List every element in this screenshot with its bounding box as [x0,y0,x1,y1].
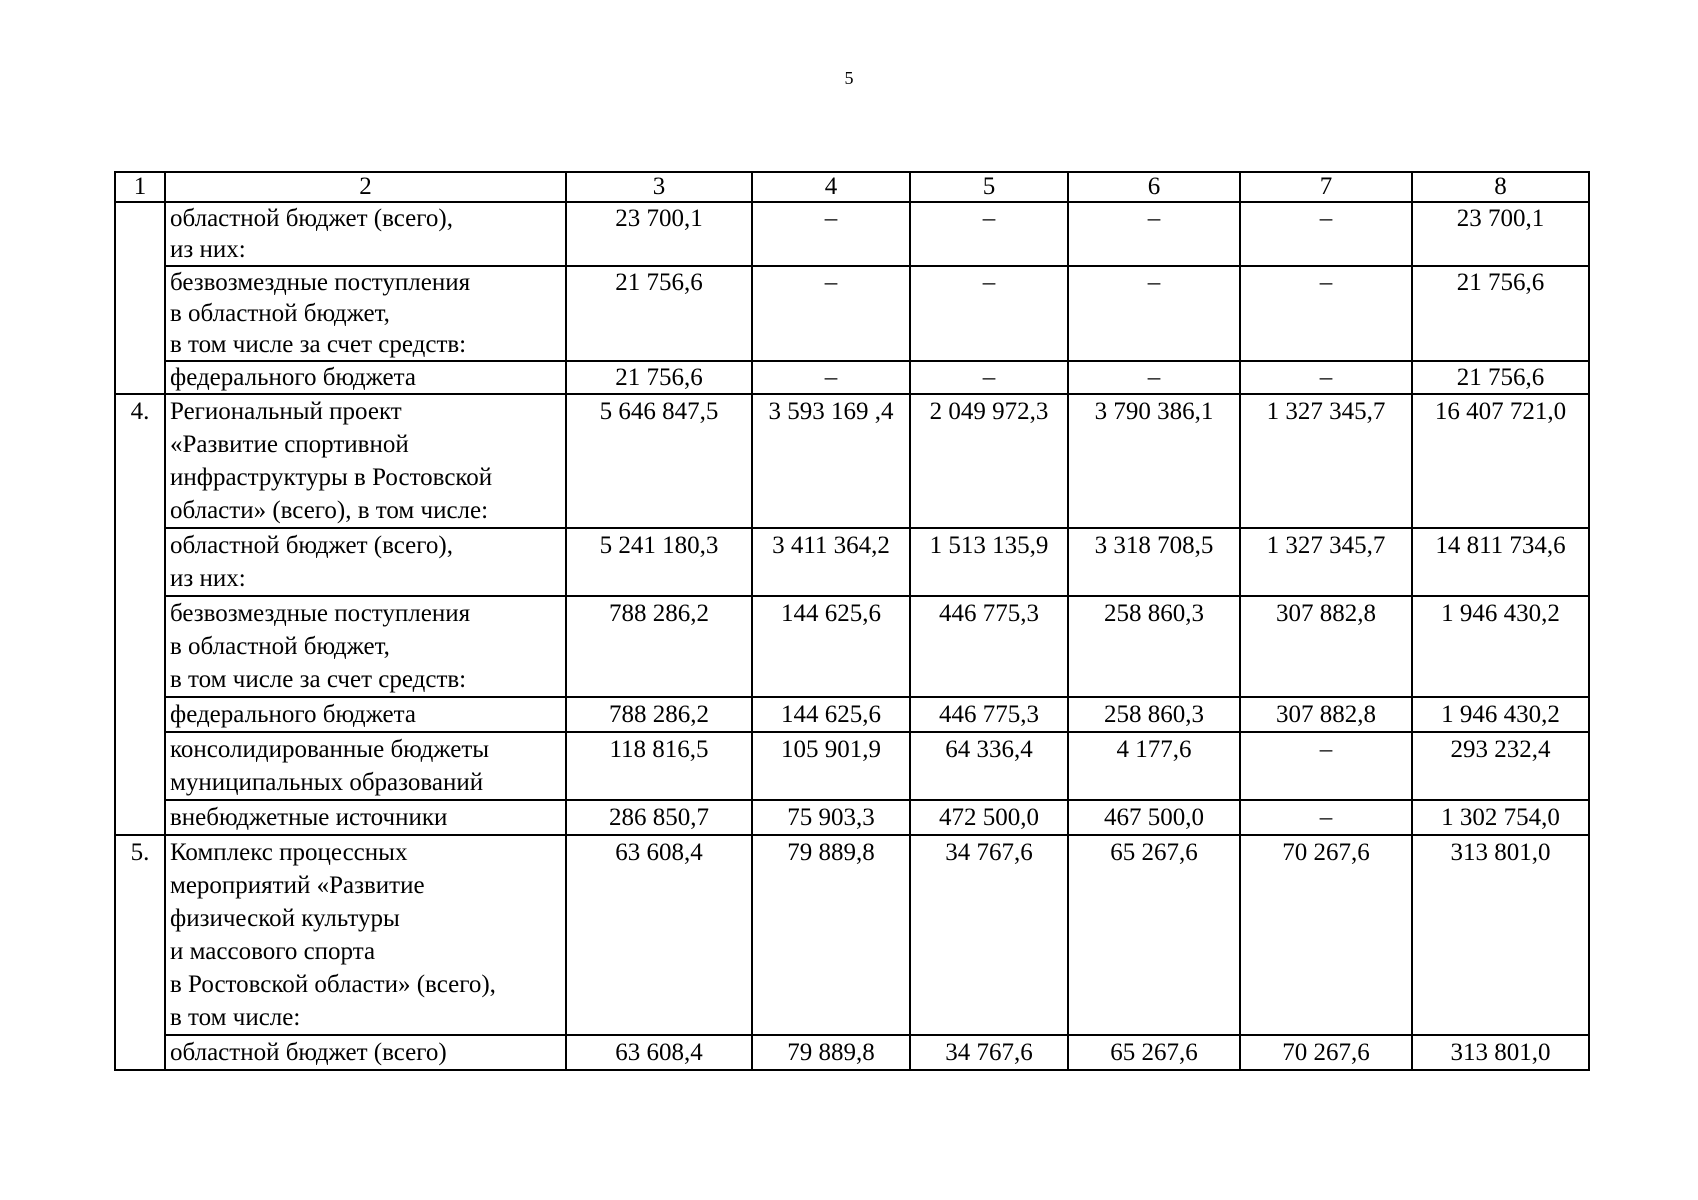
row-name-cell: федерального бюджета [165,697,566,732]
header-cell: 4 [752,172,910,202]
value-cell: 23 700,1 [1412,202,1589,266]
row-name-cell: Комплекс процессных мероприятий «Развитие физической культуры и массового спорта в Ростовской области» (всего), в том числе: [165,835,566,1035]
value-cell: – [752,202,910,266]
value-cell: 63 608,4 [566,835,752,1035]
value-cell: 21 756,6 [566,266,752,361]
header-cell: 8 [1412,172,1589,202]
value-cell: 16 407 721,0 [1412,394,1589,528]
value-cell: 79 889,8 [752,1035,910,1070]
table-row [115,528,1589,596]
header-cell: 7 [1240,172,1412,202]
row-name-cell: областной бюджет (всего) [165,1035,566,1070]
header-cell: 2 [165,172,566,202]
header-cell: 5 [910,172,1068,202]
value-cell: 75 903,3 [752,800,910,835]
budget-table [114,171,1590,1071]
value-cell: 65 267,6 [1068,835,1240,1035]
value-cell: 3 318 708,5 [1068,528,1240,596]
value-cell: 788 286,2 [566,697,752,732]
value-cell: – [1068,361,1240,394]
value-cell: 63 608,4 [566,1035,752,1070]
header-cell: 3 [566,172,752,202]
value-cell: – [1240,361,1412,394]
row-index-cell [115,202,165,394]
value-cell: 286 850,7 [566,800,752,835]
value-cell: 5 241 180,3 [566,528,752,596]
value-cell: 23 700,1 [566,202,752,266]
table-row [115,697,1589,732]
header-cell: 1 [115,172,165,202]
value-cell: 34 767,6 [910,1035,1068,1070]
value-cell: 1 302 754,0 [1412,800,1589,835]
value-cell: 144 625,6 [752,697,910,732]
value-cell: 1 327 345,7 [1240,394,1412,528]
value-cell: 1 946 430,2 [1412,697,1589,732]
value-cell: 472 500,0 [910,800,1068,835]
value-cell: 21 756,6 [566,361,752,394]
value-cell: 3 411 364,2 [752,528,910,596]
header-cell: 6 [1068,172,1240,202]
value-cell: 788 286,2 [566,596,752,697]
value-cell: – [1068,202,1240,266]
value-cell: – [910,266,1068,361]
value-cell: 1 513 135,9 [910,528,1068,596]
value-cell: 307 882,8 [1240,697,1412,732]
table-row [115,732,1589,800]
table-row [115,596,1589,697]
table-row [115,835,1589,1035]
table-row [115,1035,1589,1070]
value-cell: 64 336,4 [910,732,1068,800]
table-row [115,800,1589,835]
header-row [115,172,1589,202]
value-cell: – [1068,266,1240,361]
value-cell: 5 646 847,5 [566,394,752,528]
value-cell: 34 767,6 [910,835,1068,1035]
value-cell: 313 801,0 [1412,835,1589,1035]
value-cell: – [1240,800,1412,835]
value-cell: 1 327 345,7 [1240,528,1412,596]
row-name-cell: безвозмездные поступления в областной бюджет, в том числе за счет средств: [165,266,566,361]
value-cell: 21 756,6 [1412,266,1589,361]
value-cell: 79 889,8 [752,835,910,1035]
row-index-cell: 5. [115,835,165,1070]
value-cell: 65 267,6 [1068,1035,1240,1070]
value-cell: 70 267,6 [1240,835,1412,1035]
value-cell: 2 049 972,3 [910,394,1068,528]
value-cell: 4 177,6 [1068,732,1240,800]
value-cell: – [1240,266,1412,361]
table-row [115,394,1589,528]
row-name-cell: областной бюджет (всего), из них: [165,202,566,266]
value-cell: 313 801,0 [1412,1035,1589,1070]
value-cell: 446 775,3 [910,596,1068,697]
value-cell: – [752,266,910,361]
row-index-cell: 4. [115,394,165,835]
row-name-cell: внебюджетные источники [165,800,566,835]
value-cell: 3 593 169 ,4 [752,394,910,528]
table-row [115,202,1589,266]
row-name-cell: безвозмездные поступления в областной бюджет, в том числе за счет средств: [165,596,566,697]
value-cell: 258 860,3 [1068,697,1240,732]
value-cell: 446 775,3 [910,697,1068,732]
value-cell: 293 232,4 [1412,732,1589,800]
value-cell: – [910,361,1068,394]
row-name-cell: Региональный проект «Развитие спортивной инфраструктуры в Ростовской области» (всего), в том числе: [165,394,566,528]
row-name-cell: федерального бюджета [165,361,566,394]
value-cell: – [752,361,910,394]
value-cell: 118 816,5 [566,732,752,800]
value-cell: 307 882,8 [1240,596,1412,697]
row-name-cell: областной бюджет (всего), из них: [165,528,566,596]
value-cell: 258 860,3 [1068,596,1240,697]
value-cell: 14 811 734,6 [1412,528,1589,596]
table-row [115,361,1589,394]
page-number: 5 [844,68,854,88]
value-cell: 467 500,0 [1068,800,1240,835]
value-cell: 1 946 430,2 [1412,596,1589,697]
value-cell: 144 625,6 [752,596,910,697]
value-cell: 105 901,9 [752,732,910,800]
value-cell: 3 790 386,1 [1068,394,1240,528]
value-cell: 21 756,6 [1412,361,1589,394]
value-cell: – [1240,202,1412,266]
table-row [115,266,1589,361]
row-name-cell: консолидированные бюджеты муниципальных образований [165,732,566,800]
value-cell: – [1240,732,1412,800]
value-cell: – [910,202,1068,266]
value-cell: 70 267,6 [1240,1035,1412,1070]
